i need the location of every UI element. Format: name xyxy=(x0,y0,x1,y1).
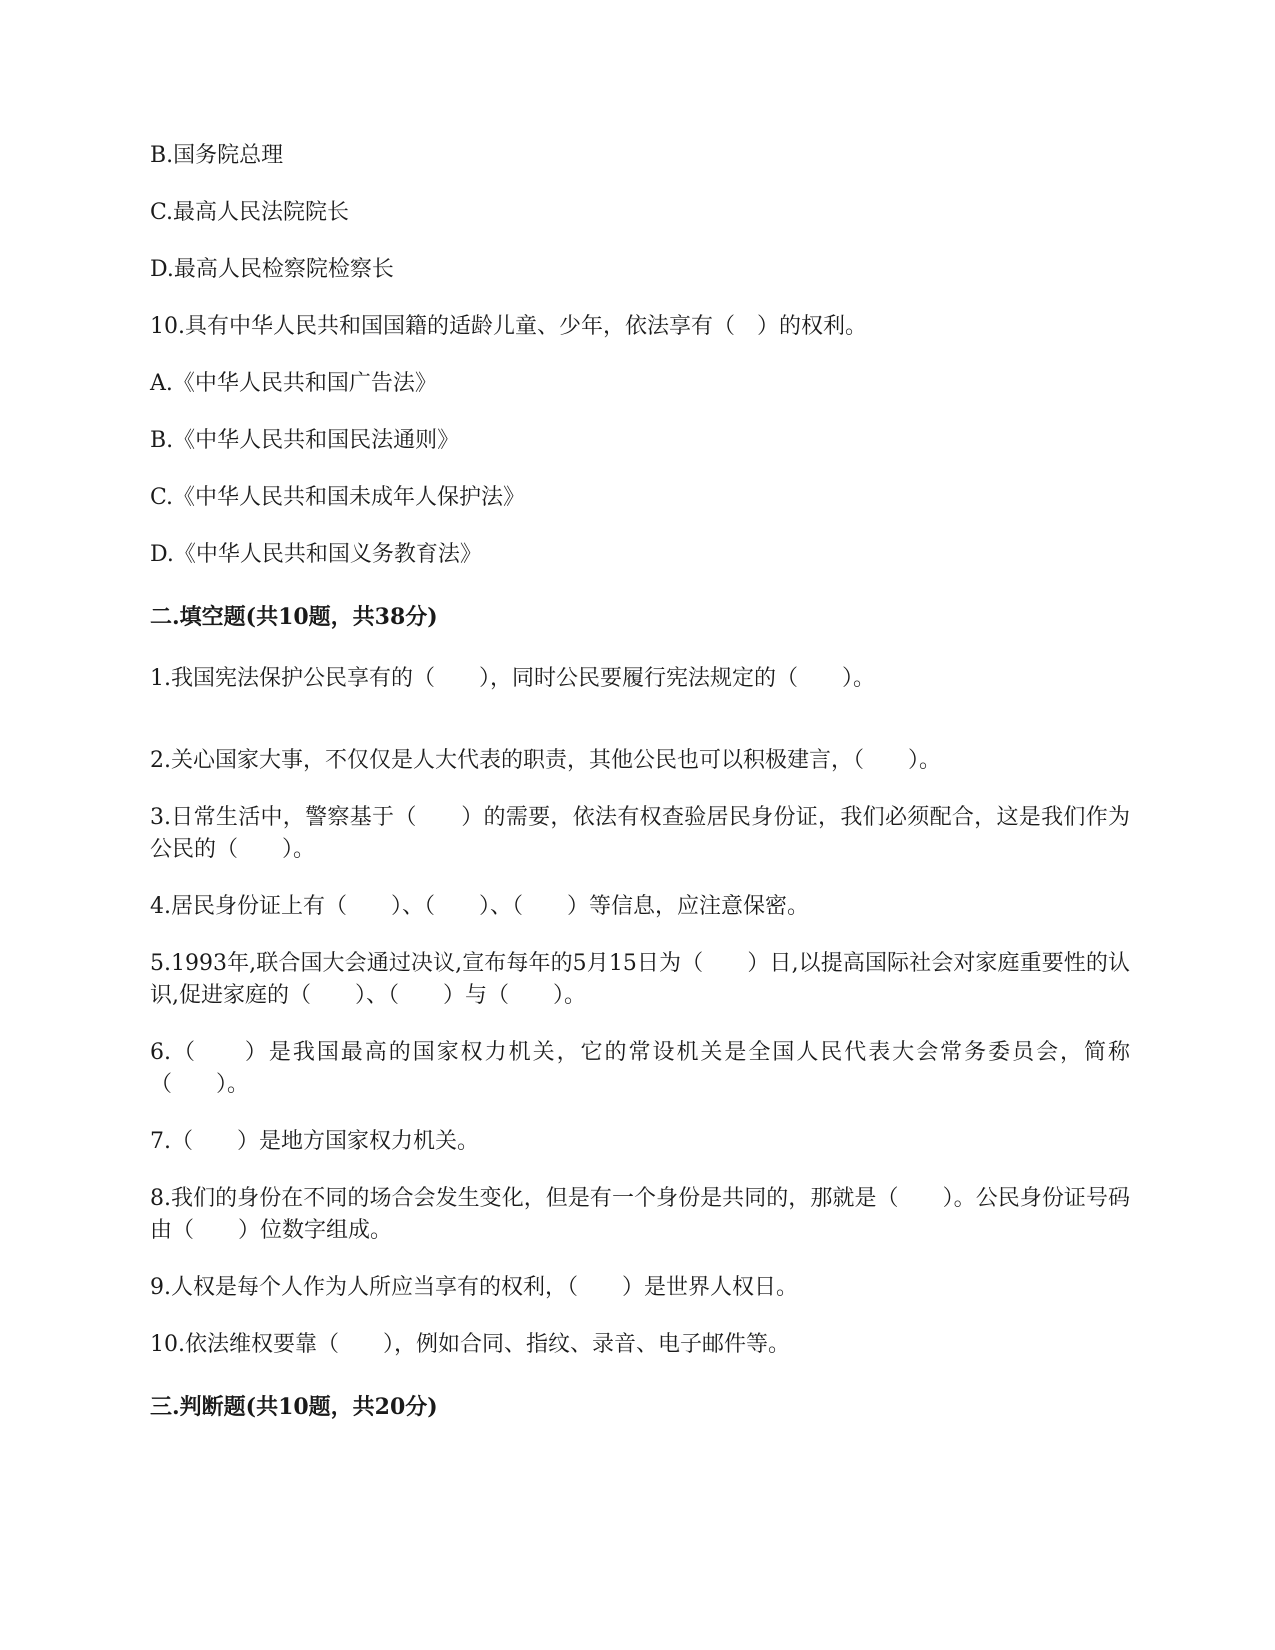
q10-option-d: D.《中华人民共和国义务教育法》 xyxy=(150,542,482,567)
fill-blank-item-6: 6.（ ）是我国最高的国家权力机关，它的常设机关是全国人民代表大会常务委员会，简称（ ）。 xyxy=(150,1040,1130,1097)
fill-blank-item-8: 8.我们的身份在不同的场合会发生变化，但是有一个身份是共同的，那就是（ ）。公民身份证号码由（ ）位数字组成。 xyxy=(150,1186,1130,1243)
q9-option-d: D.最高人民检察院检察长 xyxy=(150,257,394,282)
q10-option-a: A.《中华人民共和国广告法》 xyxy=(150,371,437,396)
fill-blank-item-9: 9.人权是每个人作为人所应当享有的权利，（ ）是世界人权日。 xyxy=(150,1275,798,1300)
q9-option-b: B.国务院总理 xyxy=(150,143,284,168)
q9-option-c: C.最高人民法院院长 xyxy=(150,200,350,225)
fill-blank-item-2: 2.关心国家大事，不仅仅是人大代表的职责，其他公民也可以积极建言，（ ）。 xyxy=(150,748,941,773)
fill-blank-item-3: 3.日常生活中，警察基于（ ）的需要，依法有权查验居民身份证，我们必须配合，这是我们作为公民的（ ）。 xyxy=(150,805,1130,862)
fill-blank-item-1: 1.我国宪法保护公民享有的（ ），同时公民要履行宪法规定的（ ）。 xyxy=(150,666,875,691)
section-heading-fill-blank: 二.填空题(共10题，共38分) xyxy=(150,604,438,630)
document-page xyxy=(150,140,1130,1423)
fill-blank-item-7: 7.（ ）是地方国家权力机关。 xyxy=(150,1129,479,1154)
q10-option-b: B.《中华人民共和国民法通则》 xyxy=(150,428,460,453)
q10-option-c: C.《中华人民共和国未成年人保护法》 xyxy=(150,485,526,510)
q10-stem: 10.具有中华人民共和国国籍的适龄儿童、少年，依法享有（ ）的权利。 xyxy=(150,314,867,339)
fill-blank-item-5: 5.1993年,联合国大会通过决议,宣布每年的5月15日为（ ）日,以提高国际社会对家庭重要性的认识,促进家庭的（ ）、（ ）与（ ）。 xyxy=(150,951,1130,1008)
fill-blank-item-4: 4.居民身份证上有（ ）、（ ）、（ ）等信息，应注意保密。 xyxy=(150,894,809,919)
section-heading-true-false: 三.判断题(共10题，共20分) xyxy=(150,1394,438,1420)
fill-blank-item-10: 10.依法维权要靠（ ），例如合同、指纹、录音、电子邮件等。 xyxy=(150,1332,790,1357)
